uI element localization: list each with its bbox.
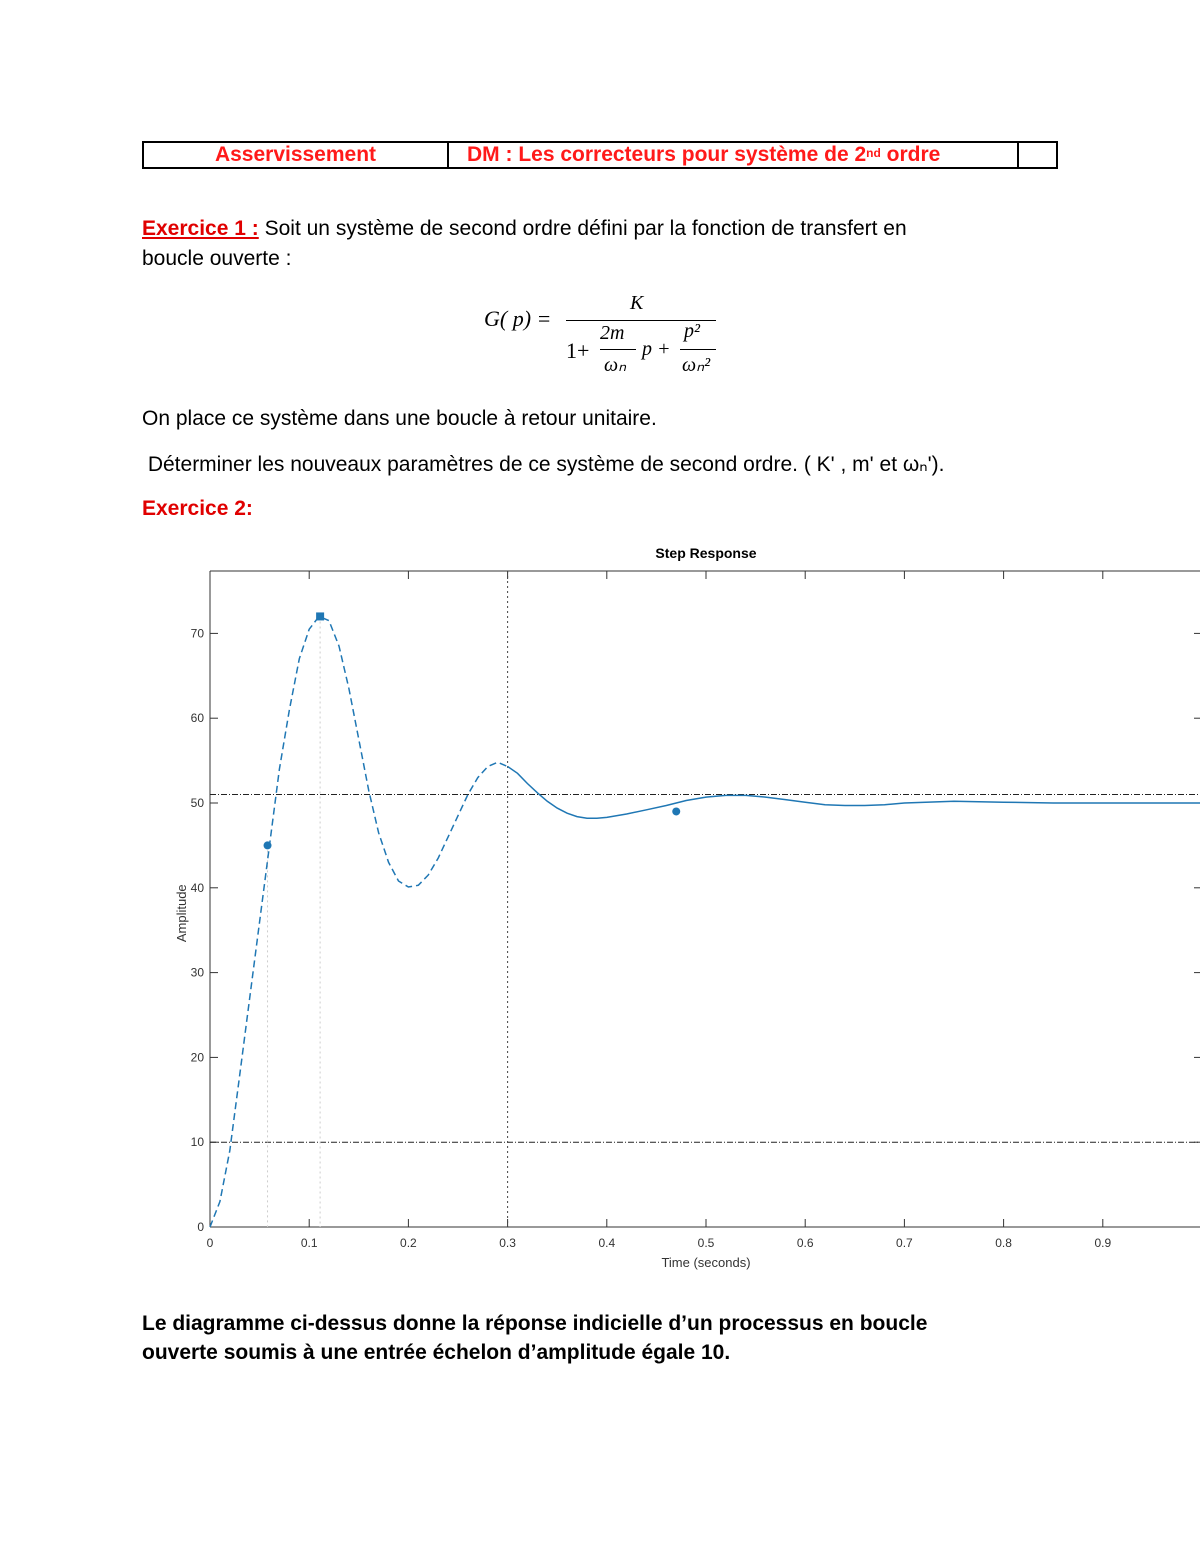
step-response-chart (160, 538, 1200, 1278)
y-tick-label: 10 (190, 1135, 204, 1150)
header-subject-text: Asservissement (214, 143, 377, 166)
x-tick-label: 0.4 (598, 1236, 616, 1250)
y-axis-label: Amplitude (174, 884, 189, 943)
y-tick-label: 30 (190, 965, 204, 980)
step-response-curve-dashed (210, 616, 508, 1227)
x-tick-label: 0.6 (796, 1236, 814, 1250)
x-tick-label: 0.9 (1094, 1236, 1112, 1250)
x-tick-label: 0.7 (896, 1236, 913, 1250)
exercise2-title: Exercice 2: (142, 497, 253, 520)
exercise2-conclusion (142, 1309, 1062, 1367)
y-tick-label: 40 (190, 880, 204, 895)
header-subject (144, 143, 449, 167)
transfer-function-formula (484, 292, 724, 387)
chart-title: Step Response (655, 545, 757, 561)
exercise1-intro-line1: Soit un système de second ordre défini par la fonction de transfert en (258, 217, 907, 240)
formula-wn1: ωₙ (604, 354, 627, 376)
step-response-curve (508, 767, 1200, 819)
x-tick-label: 0.3 (499, 1236, 516, 1250)
formula-wn2: ωₙ² (682, 354, 711, 376)
formula-inner-bar1 (600, 349, 636, 350)
exercise1-title: Exercice 1 : (142, 217, 259, 240)
header-topic (449, 143, 1019, 167)
x-tick-label: 0.1 (300, 1236, 318, 1250)
exercise1-text2: Déterminer les nouveaux paramètres de ce système de second ordre. ( K' , m' et ωₙ'). (142, 453, 945, 476)
x-axis-label: Time (seconds) (661, 1255, 751, 1270)
formula-one: 1+ (566, 338, 590, 363)
peak-marker (316, 612, 324, 620)
y-tick-label: 70 (190, 626, 204, 641)
y-tick-label: 50 (190, 796, 204, 810)
x-tick-label: 0.2 (400, 1236, 417, 1250)
data-marker (264, 841, 272, 849)
header-topic-end: ordre (880, 143, 941, 166)
formula-lhs: G( p) = (484, 306, 552, 331)
formula-p2: p² (684, 320, 700, 342)
header-table (142, 141, 1058, 169)
formula-2m: 2m (600, 322, 625, 344)
x-tick-label: 0 (206, 1236, 214, 1250)
exercise2-conclusion-line2: ouverte soumis à une entrée échelon d’amplitude égale 10. (142, 1341, 731, 1364)
header-topic-sup: nd (866, 146, 881, 160)
exercise2-conclusion-line1: Le diagramme ci-dessus donne la réponse indicielle d’un processus en boucle (142, 1312, 928, 1335)
header-topic-text: DM : Les correcteurs pour système de 2 (467, 143, 867, 166)
exercise1-intro-line2: boucle ouverte : (142, 247, 292, 270)
x-tick-label: 0.8 (995, 1236, 1012, 1250)
y-tick-label: 0 (197, 1220, 204, 1234)
exercise1-intro (142, 214, 907, 274)
exercise1-text1: On place ce système dans une boucle à retour unitaire. (142, 407, 657, 430)
y-tick-label: 60 (190, 711, 204, 726)
formula-numerator: K (630, 292, 644, 314)
y-tick-label: 20 (190, 1050, 204, 1065)
formula-p: p + (642, 338, 671, 360)
formula-inner-bar2 (680, 349, 716, 350)
data-marker (672, 807, 680, 815)
x-tick-label: 0.5 (697, 1236, 715, 1250)
header-empty-cell (1019, 143, 1056, 167)
chart-svg (160, 538, 1200, 1278)
